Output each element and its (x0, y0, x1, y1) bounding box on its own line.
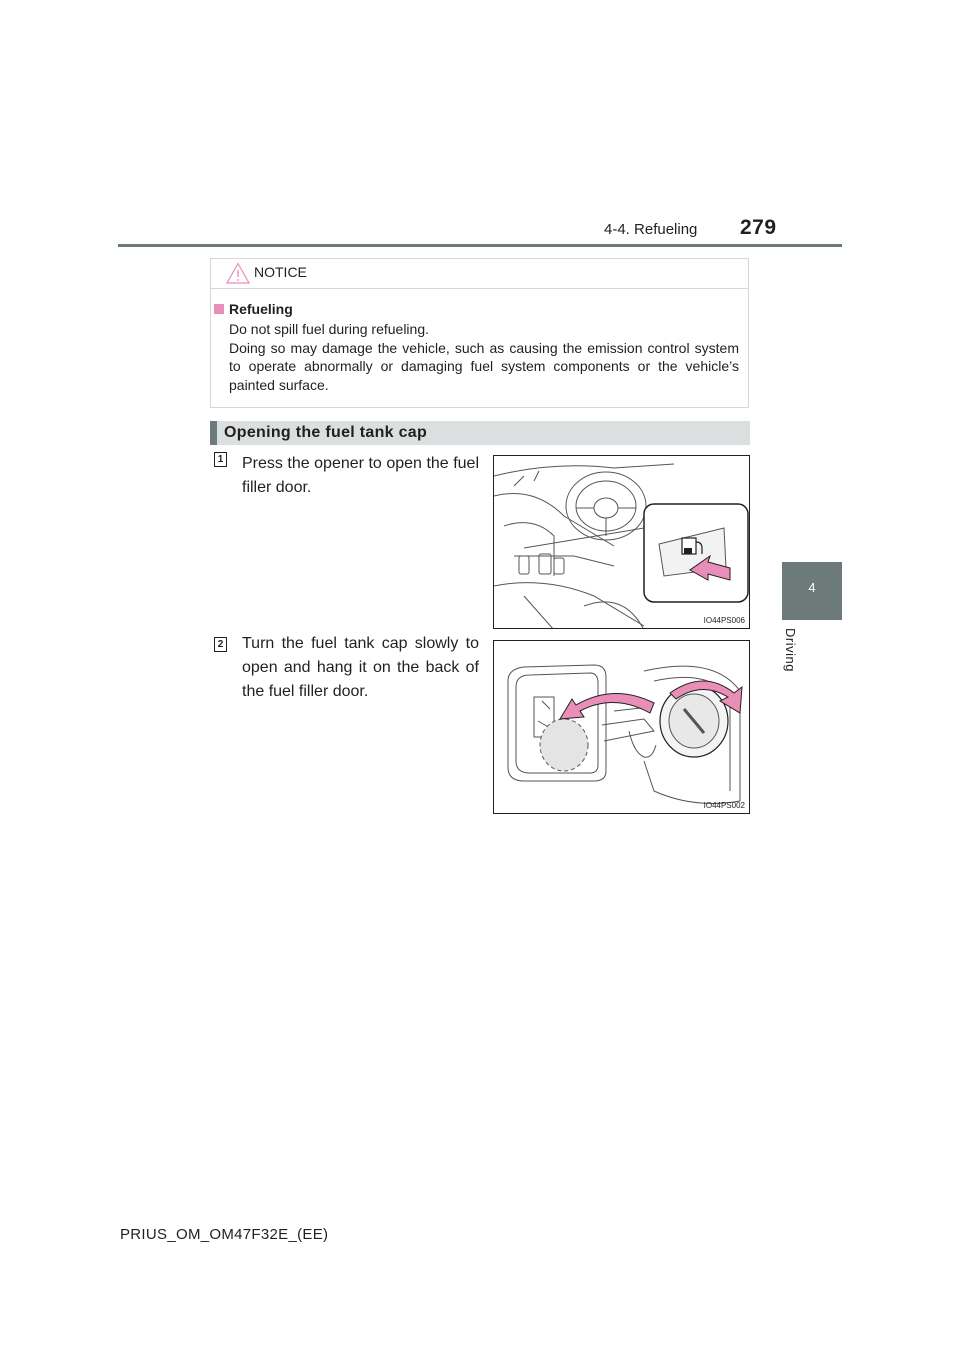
step-text: Press the opener to open the fuel filler door. (242, 455, 479, 496)
fuel-door-opener-figure (493, 455, 750, 629)
notice-divider (211, 288, 748, 289)
step-number: 1 (214, 452, 227, 467)
section-heading: Opening the fuel tank cap (224, 424, 428, 441)
section-heading-accent (210, 421, 217, 445)
notice-body (229, 320, 739, 394)
fuel-tank-cap-illustration (494, 641, 750, 814)
fuel-tank-cap-figure (493, 640, 750, 814)
page-number: 279 (740, 216, 777, 239)
notice-subheading: Refueling (229, 301, 293, 317)
document-code: PRIUS_OM_OM47F32E_(EE) (120, 1226, 329, 1243)
notice-paragraph: Doing so may damage the vehicle, such as causing the emission control system to operate abnormally or damaging fuel system components or the vehicle’s painted surface. (229, 339, 739, 393)
warning-triangle-icon (226, 262, 250, 284)
chapter-tab-label: Driving (783, 628, 798, 672)
section-title: 4-4. Refueling (604, 221, 698, 238)
chapter-tab-number: 4 (808, 580, 816, 595)
figure-code: IO44PS002 (703, 801, 745, 810)
notice-paragraph: Do not spill fuel during refueling. (229, 321, 430, 337)
notice-title: NOTICE (254, 264, 307, 280)
header-rule (118, 244, 842, 247)
step-text: Turn the fuel tank cap slowly to open and hang it on the back of the fuel filler door. (242, 635, 479, 700)
notice-bullet-square (214, 304, 224, 314)
figure-code: IO44PS006 (703, 616, 745, 625)
fuel-door-opener-illustration (494, 456, 750, 629)
step-number: 2 (214, 637, 227, 652)
